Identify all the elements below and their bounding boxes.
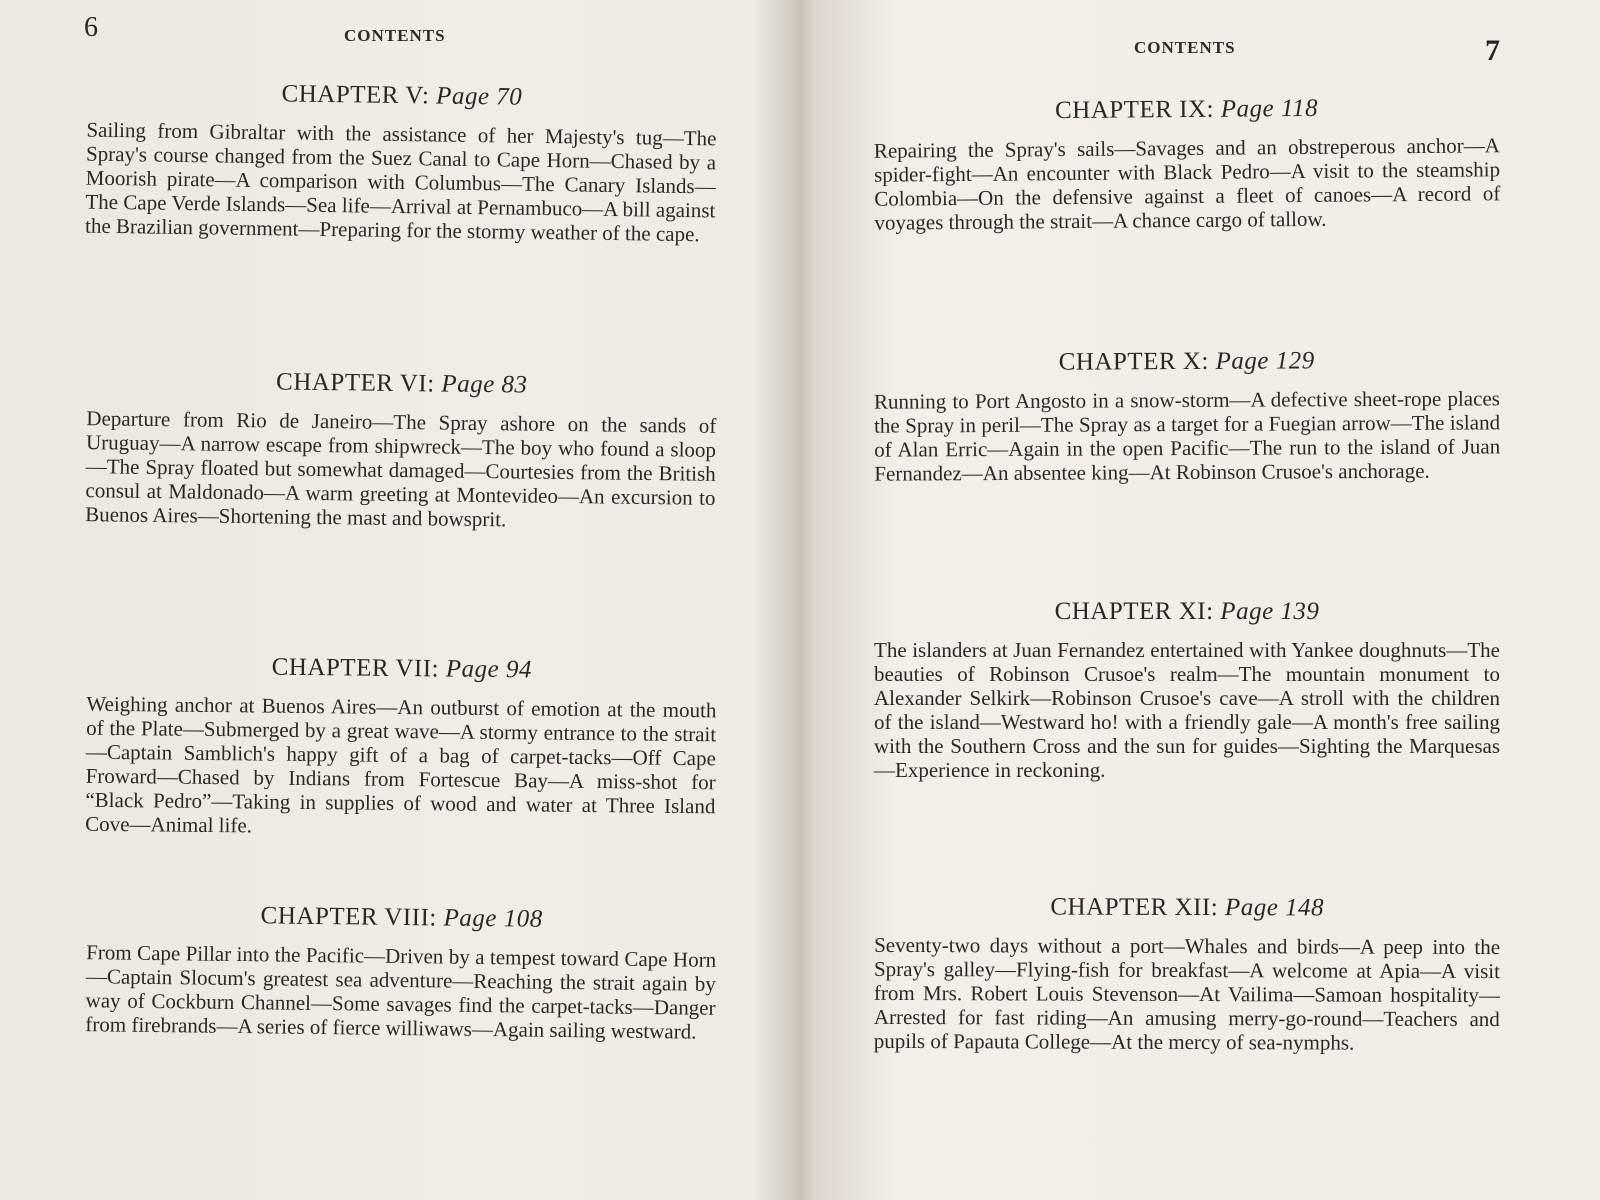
- chapter-heading: [87, 78, 717, 115]
- chapter-entry: [85, 652, 717, 843]
- chapter-heading: [87, 366, 717, 402]
- chapter-entry: [85, 78, 717, 247]
- chapter-title: CHAPTER VII:: [271, 653, 440, 683]
- chapter-heading: [87, 652, 717, 687]
- running-head: CONTENTS: [1134, 38, 1236, 57]
- chapter-page-label: Page 70: [435, 82, 523, 111]
- chapter-page-label: Page 108: [443, 904, 543, 933]
- chapter-page-label: Page 148: [1224, 894, 1325, 922]
- chapter-title: CHAPTER XI:: [1054, 598, 1214, 625]
- chapter-summary: Weighing anchor at Buenos Aires—An outburst of emotion at the mouth of the Plate—Submerged by a great wave—A stormy entrance to the strait—Captain Samblich's happy gift of a bag of carpet-tacks—Off Cape Froward—Chased by Indians from Fortescue Bay—A miss-shot for “Black Pedro”—Taking in supplies of wood and water at Three Island Cove—Animal life.: [85, 691, 717, 838]
- chapter-summary: Seventy-two days without a port—Whales and birds—A peep into the Spray's galley—Flying-fish for breakfast—A welcome at Apia—A visit from Mrs. Robert Louis Stevenson—At Vailima—Samoan hospitality—Arrested for fast riding—An amusing merry-go-round—Teachers and pupils of Papauta College—At the mercy of sea-nymphs.: [873, 932, 1501, 1055]
- chapter-title: CHAPTER V:: [281, 80, 430, 110]
- chapter-title: CHAPTER XII:: [1050, 893, 1219, 922]
- chapter-heading: [873, 93, 1499, 126]
- chapter-title: CHAPTER VI:: [275, 368, 435, 398]
- running-head: CONTENTS: [344, 26, 446, 45]
- chapter-title: CHAPTER X:: [1058, 347, 1209, 376]
- chapter-entry: [874, 893, 1501, 1055]
- chapter-summary: Repairing the Spray's sails—Savages and an obstreperous anchor—A spider-fight—An encounter with Black Pedro—A visit to the steamship Colombia—On the defensive against a fleet of canoes—A record of voyages through the strait—A chance cargo of tallow.: [873, 133, 1501, 235]
- page-number: 7: [1485, 34, 1500, 67]
- chapter-entry: [874, 346, 1501, 485]
- chapter-summary: Sailing from Gibraltar with the assistance of her Majesty's tug—The Spray's course changed from the Suez Canal to Cape Horn—Chased by a Moorish pirate—A comparison with Columbus—The Canary Islands—The Cape Verde Islands—Sea life—Arrival at Pernambuco—A bill against the Brazilian government—Preparing for the stormy weather of the cape.: [84, 117, 717, 247]
- chapter-heading: [874, 346, 1500, 377]
- chapter-page-label: Page 118: [1220, 94, 1319, 123]
- chapter-summary: Departure from Rio de Janeiro—The Spray ashore on the sands of Uruguay—A narrow escape from shipwreck—The boy who found a sloop—The Spray floated but somewhat damaged—Courtesies from the British consul at Maldonado—A warm greeting at Montevideo—An excursion to Buenos Aires—Shortening the mast and bowsprit.: [85, 406, 717, 532]
- chapter-entry: [873, 93, 1500, 234]
- chapter-heading: [874, 598, 1500, 626]
- chapter-page-label: Page 94: [445, 655, 533, 684]
- chapter-entry: [874, 598, 1500, 782]
- chapter-title: CHAPTER VIII:: [260, 902, 437, 932]
- chapter-heading: [87, 900, 717, 936]
- chapter-page-label: Page 129: [1215, 347, 1315, 375]
- chapter-entry: [85, 900, 717, 1044]
- chapter-summary: Running to Port Angosto in a snow-storm—A defective sheet-rope places the Spray in peril—The Spray as a target for a Fuegian arrow—The island of Alan Erric—Again in the open Pacific—The run to the island of Juan Fernandez—An absentee king—At Robinson Crusoe's anchorage.: [873, 386, 1501, 486]
- chapter-summary: The islanders at Juan Fernandez entertained with Yankee doughnuts—The beauties of Robinson Crusoe's realm—The mountain monument to Alexander Selkirk—Robinson Crusoe's cave—A stroll with the children of the island—Westward ho! with a friendly gale—A month's free sailing with the Southern Cross and the sun for guides—Sighting the Marquesas—Experience in reckoning.: [874, 638, 1500, 782]
- chapter-page-label: Page 139: [1220, 598, 1320, 625]
- chapter-page-label: Page 83: [441, 370, 528, 399]
- chapter-title: CHAPTER IX:: [1054, 95, 1215, 125]
- chapter-entry: [85, 366, 717, 534]
- chapter-summary: From Cape Pillar into the Pacific—Driven by a tempest toward Cape Horn—Captain Slocum's greatest sea adventure—Reaching the strait again by way of Cockburn Channel—Some savages find the carpet-tacks—Danger from firebrands—A series of fierce williwaws—Again sailing westward.: [85, 940, 717, 1044]
- left-page: [0, 0, 790, 1200]
- right-page: [800, 0, 1600, 1200]
- chapter-heading: [874, 893, 1500, 923]
- page-number: 6: [84, 12, 98, 43]
